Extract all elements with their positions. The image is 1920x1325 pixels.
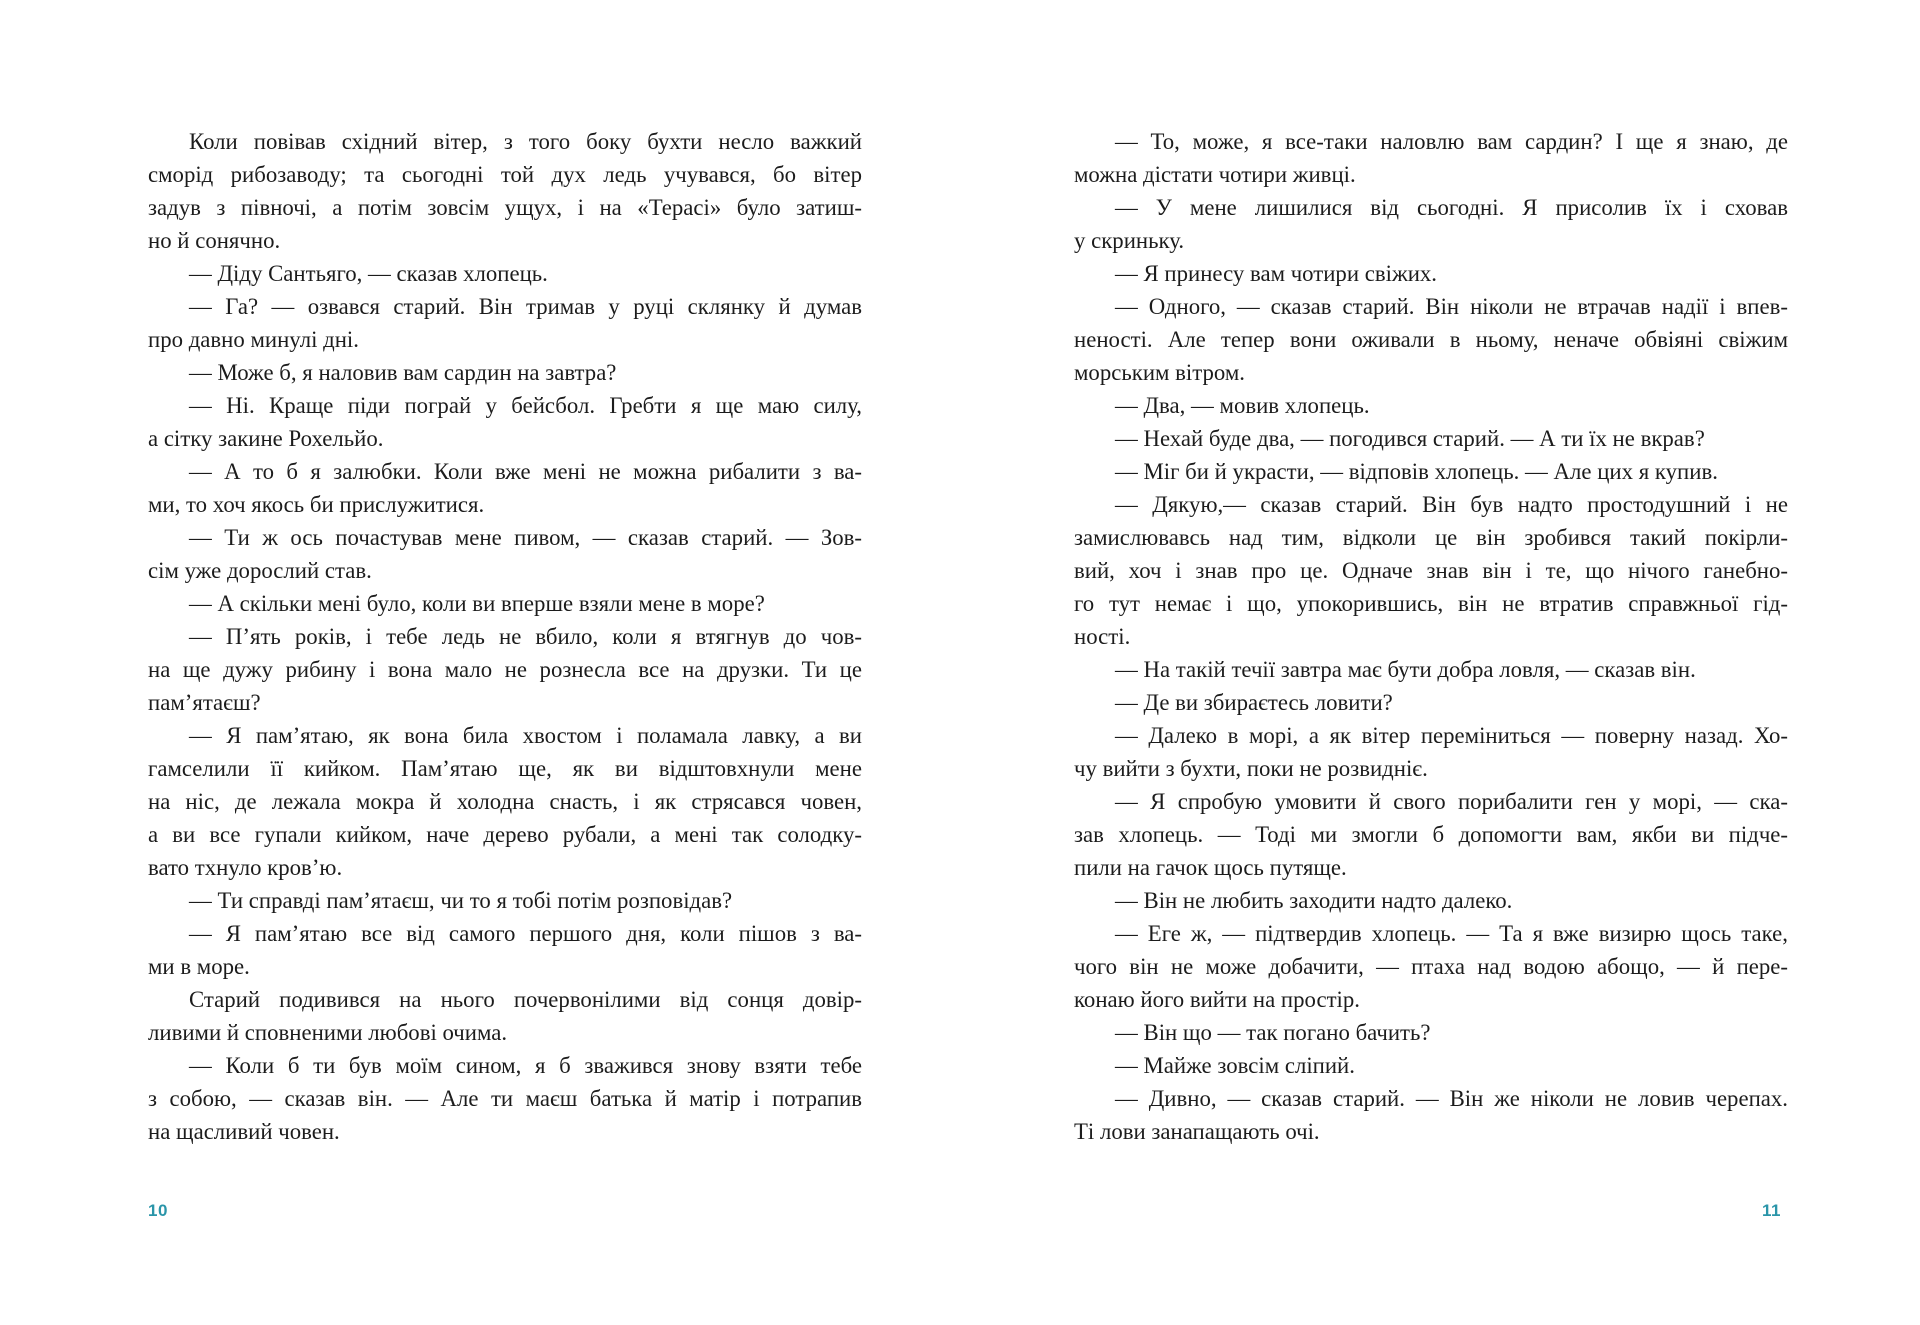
text-line: — Діду Сантьяго, — сказав хлопець. bbox=[189, 261, 548, 286]
left-page bbox=[148, 125, 862, 1148]
text-line: — Ти ж ось почастував мене пивом, — сказав старий. — Зов- bbox=[189, 525, 862, 550]
text-line: — Міг би й украсти, — відповів хлопець. — Але цих я купив. bbox=[1115, 459, 1718, 484]
text-line: на ще дужу рибину і вона мало не рознесла все на друзки. Ти це bbox=[148, 657, 862, 682]
text-line: — Ти справді пам’ятаєш, чи то я тобі потім розповідав? bbox=[189, 888, 733, 913]
text-line: зав хлопець. — Тоді ми змогли б допомогти вам, якби ви підче- bbox=[1074, 822, 1788, 847]
text-line: а сітку закине Рохельйо. bbox=[148, 426, 384, 451]
text-line: а ви все гупали кийком, наче дерево рубали, а мені так солодку- bbox=[148, 822, 862, 847]
text-line: вий, хоч і знав про це. Одначе знав він і те, що нічого ганебно- bbox=[1074, 558, 1788, 583]
text-line: замислювавсь над тим, відколи це він зробився такий покірли- bbox=[1074, 525, 1788, 550]
text-line: морським вітром. bbox=[1074, 360, 1245, 385]
text-line: на щасливий човен. bbox=[148, 1119, 340, 1144]
text-line: — Дякую,— сказав старий. Він був надто простодушний і не bbox=[1115, 492, 1788, 517]
text-line: у скриньку. bbox=[1074, 228, 1185, 253]
text-line: — Два, — мовив хлопець. bbox=[1115, 393, 1370, 418]
text-line: можна дістати чотири живці. bbox=[1074, 162, 1356, 187]
text-line: — Я пам’ятаю, як вона била хвостом і поламала лавку, а ви bbox=[189, 723, 862, 748]
text-line: но й сонячно. bbox=[148, 228, 281, 253]
text-line: — Еге ж, — підтвердив хлопець. — Та я вже визирю щось таке, bbox=[1115, 921, 1788, 946]
text-line: Старий подивився на нього почервонілими від сонця довір- bbox=[189, 987, 862, 1012]
text-line: — П’ять років, і тебе ледь не вбило, коли я втягнув до чов- bbox=[189, 624, 862, 649]
text-line: — У мене лишилися від сьогодні. Я присолив їх і сховав bbox=[1115, 195, 1788, 220]
text-line: — Він не любить заходити надто далеко. bbox=[1115, 888, 1513, 913]
text-line: про давно минулі дні. bbox=[148, 327, 359, 352]
text-line: задув з півночі, а потім зовсім ущух, і на «Терасі» було затиш- bbox=[148, 195, 862, 220]
text-line: — Майже зовсім сліпий. bbox=[1115, 1053, 1355, 1078]
text-line: ливими й сповненими любові очима. bbox=[148, 1020, 508, 1045]
text-line: ми в море. bbox=[148, 954, 250, 979]
text-line: неності. Але тепер вони оживали в ньому, неначе обвіяні свіжим bbox=[1074, 327, 1788, 352]
text-line: — А то б я залюбки. Коли вже мені не можна рибалити з ва- bbox=[189, 459, 862, 484]
text-line: з собою, — сказав він. — Але ти маєш батька й матір і потрапив bbox=[148, 1086, 862, 1111]
left-page-number: 10 bbox=[148, 1201, 168, 1220]
text-line: — Я спробую умовити й свого порибалити ген у морі, — ска- bbox=[1115, 789, 1788, 814]
text-line: — То, може, я все-таки наловлю вам сардин? І ще я знаю, де bbox=[1115, 129, 1788, 154]
text-line: — Я принесу вам чотири свіжих. bbox=[1115, 261, 1437, 286]
text-line: пам’ятаєш? bbox=[148, 690, 261, 715]
right-page-number: 11 bbox=[1762, 1201, 1781, 1220]
text-line: — Може б, я наловив вам сардин на завтра? bbox=[189, 360, 617, 385]
text-line: — Коли б ти був моїм сином, я б зважився знову взяти тебе bbox=[189, 1053, 862, 1078]
text-line: сморід рибозаводу; та сьогодні той дух ледь учувався, бо вітер bbox=[148, 162, 862, 187]
text-line: — А скільки мені було, коли ви вперше взяли мене в море? bbox=[189, 591, 765, 616]
text-line: чого він не може добачити, — птаха над водою абощо, — й пере- bbox=[1074, 954, 1788, 979]
right-page-text bbox=[1074, 125, 1788, 1148]
text-line: гамселили її кийком. Пам’ятаю ще, як ви відштовхнули мене bbox=[148, 756, 862, 781]
text-line: конаю його вийти на простір. bbox=[1074, 987, 1360, 1012]
text-line: сім уже дорослий став. bbox=[148, 558, 372, 583]
text-line: — Де ви збираєтесь ловити? bbox=[1115, 690, 1393, 715]
text-line: — На такій течії завтра має бути добра ловля, — сказав він. bbox=[1115, 657, 1696, 682]
left-page-text bbox=[148, 125, 862, 1148]
text-line: — Ні. Краще піди пограй у бейсбол. Гребти я ще маю силу, bbox=[189, 393, 862, 418]
text-line: ності. bbox=[1074, 624, 1131, 649]
text-line: вато тхнуло кров’ю. bbox=[148, 855, 343, 880]
text-line: — Далеко в морі, а як вітер переміниться — поверну назад. Хо- bbox=[1115, 723, 1788, 748]
text-line: го тут немає і що, упокорившись, він не втратив справжньої гід- bbox=[1074, 591, 1788, 616]
text-line: — Він що — так погано бачить? bbox=[1115, 1020, 1431, 1045]
text-line: пили на гачок щось путяще. bbox=[1074, 855, 1347, 880]
text-line: Ті лови занапащають очі. bbox=[1074, 1119, 1320, 1144]
text-line: — Я пам’ятаю все від самого першого дня, коли пішов з ва- bbox=[189, 921, 862, 946]
text-line: — Дивно, — сказав старий. — Він же ніколи не ловив черепах. bbox=[1115, 1086, 1788, 1111]
text-line: чу вийти з бухти, поки не розвидніє. bbox=[1074, 756, 1428, 781]
text-line: на ніс, де лежала мокра й холодна снасть, і як стрясався човен, bbox=[148, 789, 862, 814]
text-line: — Одного, — сказав старий. Він ніколи не втрачав надії і впев- bbox=[1115, 294, 1788, 319]
text-line: — Га? — озвався старий. Він тримав у руці склянку й думав bbox=[189, 294, 862, 319]
text-line: Коли повівав східний вітер, з того боку бухти несло важкий bbox=[189, 129, 862, 154]
text-line: ми, то хоч якось би прислужитися. bbox=[148, 492, 485, 517]
text-line: — Нехай буде два, — погодився старий. — А ти їх не вкрав? bbox=[1115, 426, 1705, 451]
right-page bbox=[1074, 125, 1788, 1148]
